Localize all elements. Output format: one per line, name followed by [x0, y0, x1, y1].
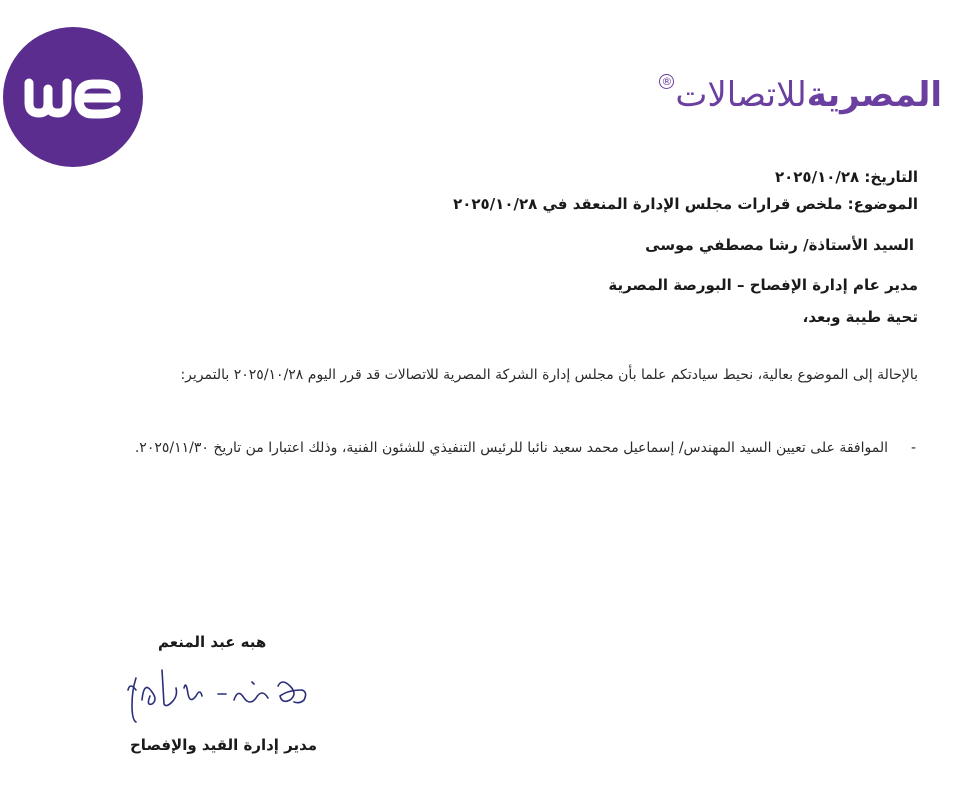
- registered-mark: ®: [661, 75, 673, 88]
- we-logo: [3, 27, 143, 167]
- signatory-title: مدير إدارة القيد والإفصاح: [130, 736, 318, 754]
- subject-line: الموضوع: ملخص قرارات مجلس الإدارة المنعقد في ٢٠٢٥/١٠/٢٨: [453, 195, 918, 213]
- brand-wordmark: [661, 70, 942, 120]
- list-bullet: -: [910, 440, 916, 456]
- we-logo-mark: [3, 27, 143, 167]
- brand-part1: المصرية: [806, 75, 942, 115]
- brand-part2: للاتصالات: [675, 75, 807, 115]
- handwritten-signature: [122, 660, 312, 726]
- addressee-title: مدير عام إدارة الإفصاح – البورصة المصرية: [608, 276, 918, 294]
- intro-paragraph: بالإحالة إلى الموضوع بعالية، نحيط سيادتكم علما بأن مجلس إدارة الشركة المصرية للاتصالات قد قرر اليوم ٢٠٢٥/١٠/٢٨ بالتمرير:: [180, 367, 918, 383]
- signatory-name: هبه عبد المنعم: [158, 633, 267, 651]
- date-line: التاريخ: ٢٠٢٥/١٠/٢٨: [774, 168, 918, 186]
- decision-item: الموافقة على تعيين السيد المهندس/ إسماعيل محمد سعيد نائبا للرئيس التنفيذي للشئون الفنية، وذلك اعتبارا من تاريخ ٢٠٢٥/١١/٣٠.: [134, 440, 888, 456]
- addressee-name: السيد الأستاذة/ رشا مصطفي موسى: [645, 236, 914, 254]
- greeting: تحية طيبة وبعد،: [802, 308, 918, 326]
